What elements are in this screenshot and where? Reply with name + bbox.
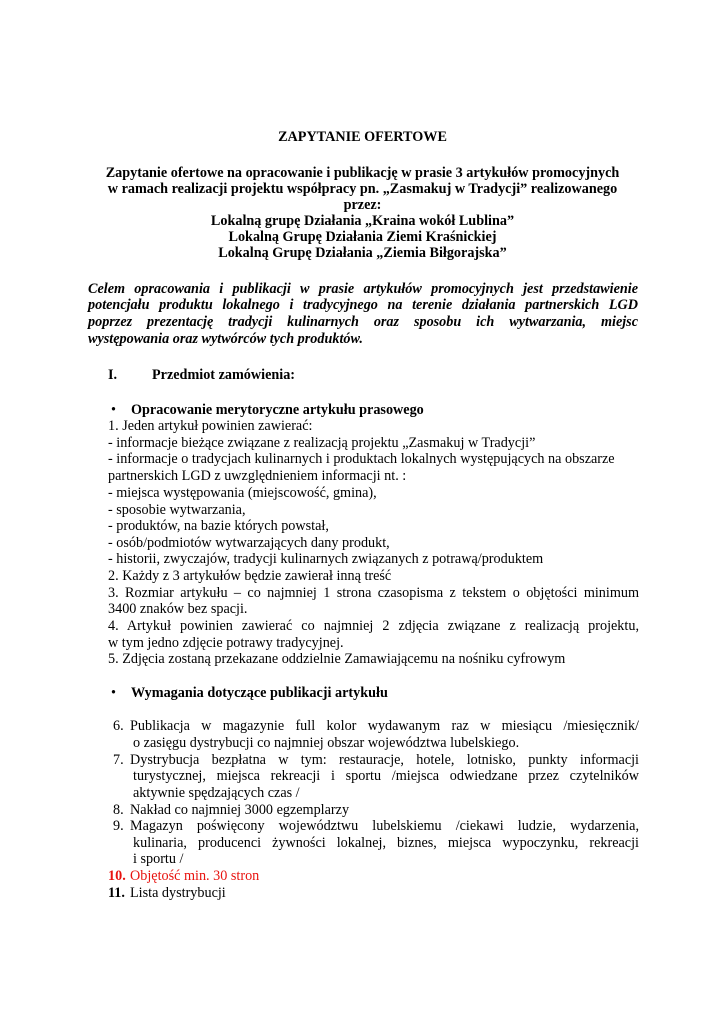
item-text-highlighted: Objętość min. 30 stron — [130, 868, 260, 884]
item-number: 8. — [113, 802, 124, 818]
item-text: i sportu / — [133, 851, 184, 867]
section-number: I. — [108, 367, 118, 383]
item-text: Nakład co najmniej 3000 egzemplarzy — [130, 802, 350, 818]
content-line: w tym jedno zdjęcie potrawy tradycyjnej. — [108, 635, 344, 651]
subsection-2-title: Wymagania dotyczące publikacji artykułu — [131, 685, 388, 701]
content-line: - miejsca występowania (miejscowość, gmina), — [108, 485, 377, 501]
item-text: Publikacja w magazynie full kolor wydawanym raz w miesiącu /miesięcznik/ — [130, 718, 639, 734]
content-line: 3. Rozmiar artykułu – co najmniej 1 strona czasopisma z tekstem o objętości minimum — [108, 585, 639, 601]
lgd-name-2: Lokalną Grupę Działania Ziemi Kraśnickiej — [228, 229, 497, 245]
bullet-1: • — [111, 402, 116, 418]
heading-line-2: w ramach realizacji projektu współpracy pn. „Zasmakuj w Tradycji” realizowanego — [107, 181, 618, 197]
content-line: - osób/podmiotów wytwarzających dany produkt, — [108, 535, 390, 551]
item-text: aktywnie spędzających czas / — [133, 785, 300, 801]
item-number-highlighted: 10. — [108, 868, 126, 884]
heading-line-3: przez: — [343, 197, 382, 213]
content-line: 1. Jeden artykuł powinien zawierać: — [108, 418, 313, 434]
intro-line-2: potencjału produktu lokalnego i tradycyjnego na terenie działania partnerskich LGD — [88, 297, 638, 313]
item-number: 9. — [113, 818, 124, 834]
content-line: - informacje bieżące związane z realizacją projektu „Zasmakuj w Tradycji” — [108, 435, 536, 451]
content-line: - informacje o tradycjach kulinarnych i produktach lokalnych występujących na obszarze — [108, 451, 615, 467]
lgd-name-3: Lokalną Grupę Działania „Ziemia Biłgorajska” — [218, 245, 507, 261]
item-text: kulinaria, producenci żywności lokalnej, biznes, miejsca wypoczynku, rekreacji — [133, 835, 639, 851]
intro-line-3: poprzez prezentację tradycji kulinarnych oraz sposobu ich wytwarzania, miejsc — [88, 314, 638, 330]
content-line: 5. Zdjęcia zostaną przekazane oddzielnie Zamawiającemu na nośniku cyfrowym — [108, 651, 566, 667]
section-title: Przedmiot zamówienia: — [152, 367, 296, 383]
item-number: 11. — [108, 885, 125, 901]
heading-line-1: Zapytanie ofertowe na opracowanie i publikację w prasie 3 artykułów promocyjnych — [105, 165, 620, 181]
item-text: Dystrybucja bezpłatna w tym: restauracje, hotele, lotnisko, punkty informacji — [130, 752, 639, 768]
item-number: 6. — [113, 718, 124, 734]
content-line: 2. Każdy z 3 artykułów będzie zawierał inną treść — [108, 568, 392, 584]
bullet-2: • — [111, 685, 116, 701]
content-line: - produktów, na bazie których powstał, — [108, 518, 329, 534]
document-title: ZAPYTANIE OFERTOWE — [278, 129, 447, 145]
item-text: Lista dystrybucji — [130, 885, 226, 901]
content-line: - historii, zwyczajów, tradycji kulinarnych związanych z potrawą/produktem — [108, 551, 544, 567]
subsection-1-title: Opracowanie merytoryczne artykułu prasowego — [131, 402, 424, 418]
item-number: 7. — [113, 752, 124, 768]
intro-line-4: występowania oraz wytwórców tych produktów. — [88, 331, 363, 347]
item-text: o zasięgu dystrybucji co najmniej obszar województwa lubelskiego. — [133, 735, 520, 751]
content-line: - sposobie wytwarzania, — [108, 502, 246, 518]
content-line: partnerskich LGD z uwzględnieniem informacji nt. : — [108, 468, 407, 484]
content-line: 3400 znaków bez spacji. — [108, 601, 248, 617]
item-text: Magazyn poświęcony województwu lubelskiemu /ciekawi ludzie, wydarzenia, — [130, 818, 639, 834]
intro-line-1: Celem opracowania i publikacji w prasie artykułów promocyjnych jest przedstawienie — [88, 281, 638, 297]
lgd-name-1: Lokalną grupę Działania „Kraina wokół Lublina” — [210, 213, 515, 229]
item-text: turystycznej, miejsca rekreacji i sportu /miejsca odwiedzane przez czytelników — [133, 768, 639, 784]
content-line: 4. Artykuł powinien zawierać co najmniej 2 zdjęcia związane z realizacją projektu, — [108, 618, 639, 634]
